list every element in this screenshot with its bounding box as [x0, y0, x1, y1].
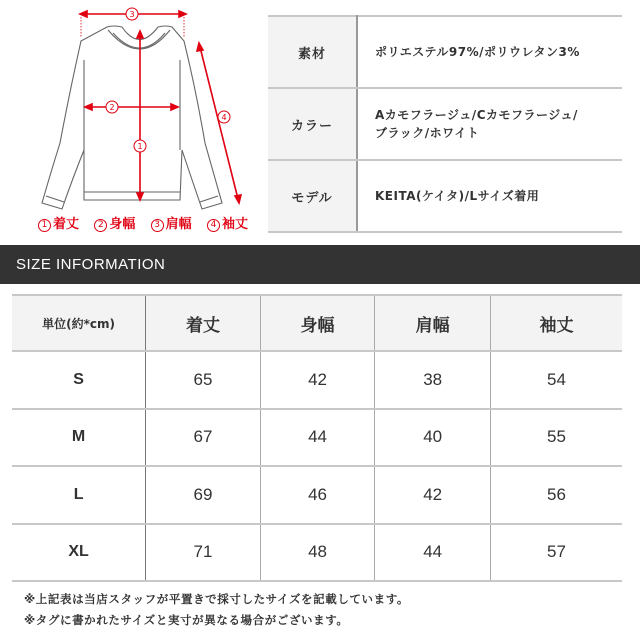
header-body-width: 身幅 [260, 295, 375, 351]
size-label: L [12, 466, 146, 524]
measurement-diagram [0, 0, 260, 240]
cell-sleeve-length: 57 [491, 524, 622, 582]
cell-sleeve-length: 56 [491, 466, 622, 524]
spec-value: ポリエステル97%/ポリウレタン3% [357, 16, 622, 88]
spec-label: 素材 [268, 16, 357, 88]
header-length: 着丈 [146, 295, 261, 351]
spec-value: KEITA(ケイタ)/Lサイズ着用 [357, 160, 622, 232]
spec-row-color [268, 88, 622, 160]
marker-3: 3 [129, 10, 135, 19]
section-banner: SIZE INFORMATION [0, 245, 640, 284]
cell-sleeve-length: 54 [491, 351, 622, 409]
cell-length: 69 [146, 466, 261, 524]
legend-label: 肩幅 [165, 217, 192, 232]
cell-shoulder-width: 44 [375, 524, 491, 582]
legend-label: 袖丈 [221, 217, 248, 232]
legend-item-body-width: 2 身幅 [94, 213, 135, 232]
table-row [12, 409, 622, 467]
cell-body-width: 48 [260, 524, 375, 582]
size-table [12, 294, 622, 582]
footnote: ※タグに書かれたサイズと実寸が異なる場合がございます。 [24, 613, 349, 627]
table-row [12, 466, 622, 524]
footnote: ※上記表は当店スタッフが平置きで採寸したサイズを記載しています。 [24, 592, 410, 606]
size-label: M [12, 409, 146, 467]
legend-item-shoulder-width: 3 肩幅 [151, 213, 192, 232]
spec-row-model [268, 160, 622, 232]
spec-row-material [268, 16, 622, 88]
header-unit: 単位(約*cm) [12, 295, 146, 351]
legend-label: 着丈 [53, 217, 80, 232]
header-shoulder-width: 肩幅 [375, 295, 491, 351]
marker-2: 2 [109, 103, 115, 112]
cell-body-width: 46 [260, 466, 375, 524]
marker-4: 4 [221, 113, 227, 122]
product-spec-table [268, 15, 622, 233]
cell-shoulder-width: 40 [375, 409, 491, 467]
size-table-header [12, 295, 622, 351]
cell-body-width: 42 [260, 351, 375, 409]
cell-sleeve-length: 55 [491, 409, 622, 467]
legend-item-sleeve-length: 4 袖丈 [207, 213, 248, 232]
size-label: S [12, 351, 146, 409]
header-sleeve-length: 袖丈 [491, 295, 622, 351]
sweatshirt-illustration [0, 0, 260, 240]
spec-label: モデル [268, 160, 357, 232]
table-row [12, 351, 622, 409]
spec-label: カラー [268, 88, 357, 160]
legend-label: 身幅 [109, 217, 136, 232]
cell-length: 65 [146, 351, 261, 409]
cell-shoulder-width: 38 [375, 351, 491, 409]
spec-value: Aカモフラージュ/Cカモフラージュ/ ブラック/ホワイト [357, 88, 622, 160]
table-row [12, 524, 622, 582]
cell-body-width: 44 [260, 409, 375, 467]
measurement-legend [38, 213, 248, 232]
cell-shoulder-width: 42 [375, 466, 491, 524]
marker-1: 1 [137, 142, 143, 151]
footnotes [24, 589, 409, 631]
cell-length: 71 [146, 524, 261, 582]
legend-item-length: 1 着丈 [38, 213, 79, 232]
size-label: XL [12, 524, 146, 582]
cell-length: 67 [146, 409, 261, 467]
